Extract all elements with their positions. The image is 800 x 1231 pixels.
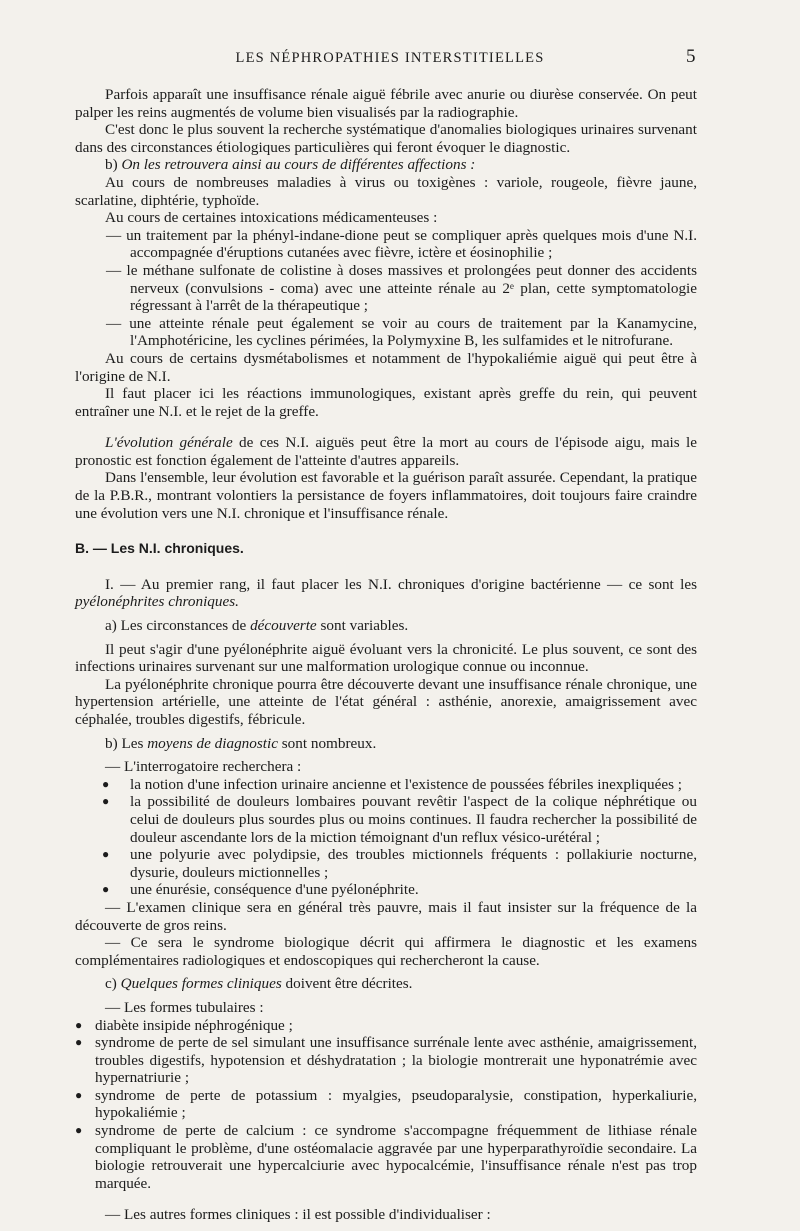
italic-term: pyélonéphrites chroniques. [75, 593, 239, 611]
italic-heading: On les retrouvera ainsi au cours de différentes affections : [121, 156, 476, 174]
paragraph: C'est donc le plus souvent la recherche systématique d'anomalies biologiques urinaires survenant dans des circonstances étiologiques particulières qui feront évoquer le diagnostic. [75, 121, 697, 156]
dash-item: — le méthane sulfonate de colistine à doses massives et prolongées peut donner des accidents nerveux (convulsions - coma) avec une atteinte rénale au 2ᵉ plan, cette symptomatologie régressant à l'arrêt de la thérapeutique ; [106, 261, 697, 315]
bullet-item: ● syndrome de perte de sel simulant une insuffisance surrénale lente avec asthénie, amaigrissement, troubles digestifs, hypotension et déshydratation ; la biologie montrerait une hyponatrémie avec hypernatriurie ; [75, 1034, 697, 1087]
paragraph [75, 156, 697, 174]
paragraph: — L'examen clinique sera en général très pauvre, mais il faut insister sur la fréquence de la découverte de gros reins. [75, 898, 697, 934]
paragraph: a) Les circonstances de découverte sont variables. [105, 617, 409, 635]
bullet-item: ● diabète insipide néphrogénique ; [75, 1017, 697, 1035]
paragraph: b) Les moyens de diagnostic sont nombreux. [105, 734, 377, 752]
bullet-item: ● la possibilité de douleurs lombaires pouvant revêtir l'aspect de la colique néphrétique ou celui de douleurs plus sourdes plus ou moins continues. Il faudra rechercher la possibilité de douleur ascendante lors de la miction témoignant d'un reflux vésico-urétéral ; [75, 793, 697, 846]
paragraph: La pyélonéphrite chronique pourra être découverte devant une insuffisance rénale chronique, une hypertension artérielle, une atteinte de l'état général : asthénie, anorexie, amaigrissement avec céphalée, troubles digestifs, fébricule. [75, 675, 697, 728]
bullet-item: ● syndrome de perte de calcium : ce syndrome s'accompagne fréquemment de lithiase rénale compliquant le problème, d'une ostéomalacie aggravée par une hyperparathyroïdie secondaire. La biologie retrouverait une hypercalciurie avec hypocalcémie, l'insuffisance rénale n'est pas trop marquée. [75, 1122, 697, 1192]
paragraph: — L'interrogatoire recherchera : [105, 758, 302, 776]
paragraph: — Les formes tubulaires : [105, 998, 264, 1016]
running-header: LES NÉPHROPATHIES INTERSTITIELLES [235, 50, 545, 66]
bullet-item: ● une énurésie, conséquence d'une pyélonéphrite. [75, 881, 697, 899]
paragraph: Au cours de certaines intoxications médicamenteuses : [105, 209, 438, 227]
paragraph: c) Quelques formes cliniques doivent être décrites. [105, 975, 413, 993]
dash-item: — un traitement par la phényl-indane-dione peut se compliquer après quelques mois d'une N.I. accompagnée d'éruptions cutanées avec fièvre, ictère et éosinophilie ; [106, 226, 697, 262]
italic-term: Quelques formes cliniques [120, 975, 282, 993]
paragraph: Il faut placer ici les réactions immunologiques, existant après greffe du rein, qui peuvent entraîner une N.I. et le rejet de la greffe. [75, 385, 697, 420]
paragraph: Au cours de certains dysmétabolismes et notamment de l'hypokaliémie aiguë qui peut être à l'origine de N.I. [75, 349, 697, 385]
italic-term: L'évolution générale [105, 434, 233, 452]
paragraph: Dans l'ensemble, leur évolution est favorable et la guérison paraît assurée. Cependant, la pratique de la P.B.R., montrant volontiers la persistance de foyers inflammatoires, doit toujours faire craindre une évolution vers une N.I. chronique et l'insuffisance rénale. [75, 469, 697, 522]
italic-term: découverte [250, 617, 317, 635]
paragraph: Au cours de nombreuses maladies à virus ou toxigènes : variole, rougeole, fièvre jaune, scarlatine, diphtérie, typhoïde. [75, 173, 697, 209]
list-label: b) [105, 156, 122, 174]
body-text [75, 86, 697, 1224]
paragraph: Il peut s'agir d'une pyélonéphrite aiguë évoluant vers la chronicité. Le plus souvent, ce sont des infections urinaires survenant sur une malformation urologique connue ou inconnue. [75, 640, 697, 676]
paragraph: L'évolution générale de ces N.I. aiguës peut être la mort au cours de l'épisode aigu, mais le pronostic est fonction également de l'atteinte d'autres appareils. [75, 434, 697, 469]
italic-term: moyens de diagnostic [147, 734, 278, 752]
paragraph: Parfois apparaît une insuffisance rénale aiguë fébrile avec anurie ou diurèse conservée. On peut palper les reins augmentés de volume bien visualisés par la radiographie. [75, 86, 697, 121]
dash-item: — une atteinte rénale peut également se voir au cours de traitement par la Kanamycine, l'Amphotéricine, les cyclines périmées, la Polymyxine B, les sulfamides et le nitrofurane. [106, 314, 697, 350]
section-heading: B. — Les N.I. chroniques. [75, 540, 244, 557]
paragraph: — Ce sera le syndrome biologique décrit qui affirmera le diagnostic et les examens complémentaires radiologiques et endoscopiques qui rechercheront la cause. [75, 934, 697, 969]
bullet-item: ● la notion d'une infection urinaire ancienne et l'existence de poussées fébriles inexpliquées ; [75, 776, 697, 794]
paragraph: I. — Au premier rang, il faut placer les N.I. chroniques d'origine bactérienne — ce sont les pyélonéphrites chroniques. [75, 575, 697, 611]
bullet-item: ● syndrome de perte de potassium : myalgies, pseudoparalysie, constipation, hyperkaliurie, hypokaliémie ; [75, 1087, 697, 1122]
paragraph: — Les autres formes cliniques : il est possible d'individualiser : [105, 1206, 491, 1224]
bullet-item: ● une polyurie avec polydipsie, des troubles mictionnels fréquents : pollakiurie nocturne, dysurie, douleurs mictionnelles ; [75, 846, 697, 881]
page-number: 5 [686, 46, 696, 67]
